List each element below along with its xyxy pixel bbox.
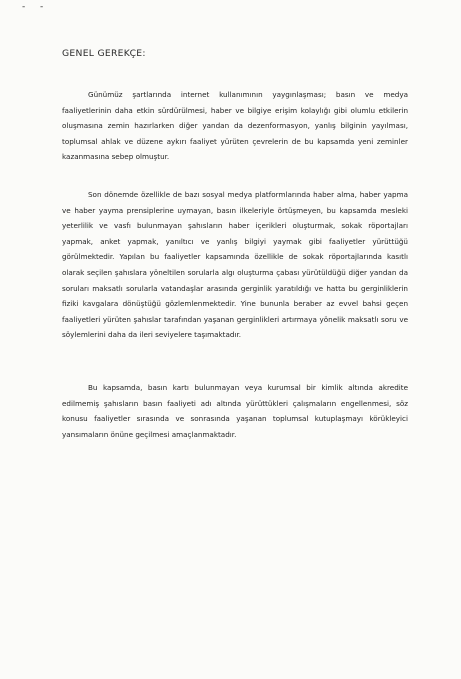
corner-mark-left: -	[22, 2, 26, 12]
document-heading: GENEL GEREKÇE:	[62, 48, 146, 59]
paragraph-line: soruları maksatlı sorularla vatandaşlar arasında gerginlik yaratıldığı ve hatta bu gerginliklerin	[62, 283, 408, 293]
paragraph-line: faaliyetleri yürüten şahıslar tarafından yaşanan gerginlikleri artırmaya yönelik maksatlı soru ve	[62, 314, 408, 324]
paragraph-line: olarak seçilen şahıslara yöneltilen sorularla algı oluşturma çabası yürütüldüğü diğer yandan da	[62, 267, 408, 277]
paragraph-3	[62, 380, 408, 442]
paragraph-line: Günümüz şartlarında internet kullanımının yaygınlaşması; basın ve medya	[88, 90, 408, 99]
paragraph-line: oluşmasına zemin hazırlarken diğer yandan da dezenformasyon, yanlış bilginin yayılması,	[62, 121, 408, 131]
paragraph-line: yansımaların önüne geçilmesi amaçlanmaktadır.	[62, 429, 237, 439]
paragraph-line: toplumsal ahlak ve düzene aykırı faaliyet yürüten çevrelerin de bu kapsamda yeni zeminler	[62, 136, 408, 146]
paragraph-line: faaliyetlerinin daha etkin sürdürülmesi, haber ve bilgiye erişim kolaylığı gibi olumlu etkilerin	[62, 105, 408, 115]
paragraph-line: kazanmasına sebep olmuştur.	[62, 152, 170, 162]
paragraph-line: yeterlilik ve vasfı bulunmayan şahısların haber içerikleri oluşturmak, sokak röportajları	[62, 221, 408, 231]
corner-mark-right: -	[40, 2, 44, 12]
paragraph-line: Bu kapsamda, basın kartı bulunmayan veya kurumsal bir kimlik altında akredite	[88, 383, 408, 392]
paragraph-line: yapmak, anket yapmak, yanıltıcı ve yanlış bilgiyi yaymak gibi faaliyetler yürüttüğü	[62, 236, 408, 246]
paragraph-line: ve haber yayma prensiplerine uymayan, basın ilkeleriyle örtüşmeyen, bu kapsamda mesleki	[62, 205, 408, 215]
paragraph-line: görülmektedir. Yapılan bu faaliyetler kapsamında özellikle de sokak röportajlarında kasıtlı	[62, 252, 408, 262]
paragraph-line: konusu faaliyetler sırasında ve sonrasında yaşanan toplumsal kutuplaşmayı körükleyici	[62, 414, 408, 424]
paragraph-line: fiziki kavgalara dönüştüğü gözlemlenmektedir. Yine bununla beraber az evvel bahsi geçen	[62, 299, 408, 309]
paragraph-line: Son dönemde özellikle de bazı sosyal medya platformlarında haber alma, haber yapma	[88, 190, 408, 199]
paragraph-2	[62, 187, 408, 343]
paragraph-1	[62, 87, 408, 165]
paragraph-line: söylemlerini daha da ileri seviyelere taşımaktadır.	[62, 330, 242, 340]
paragraph-line: edilmemiş şahısların basın faaliyeti adı altında yürüttükleri çalışmaların engellenmesi, söz	[62, 398, 408, 408]
